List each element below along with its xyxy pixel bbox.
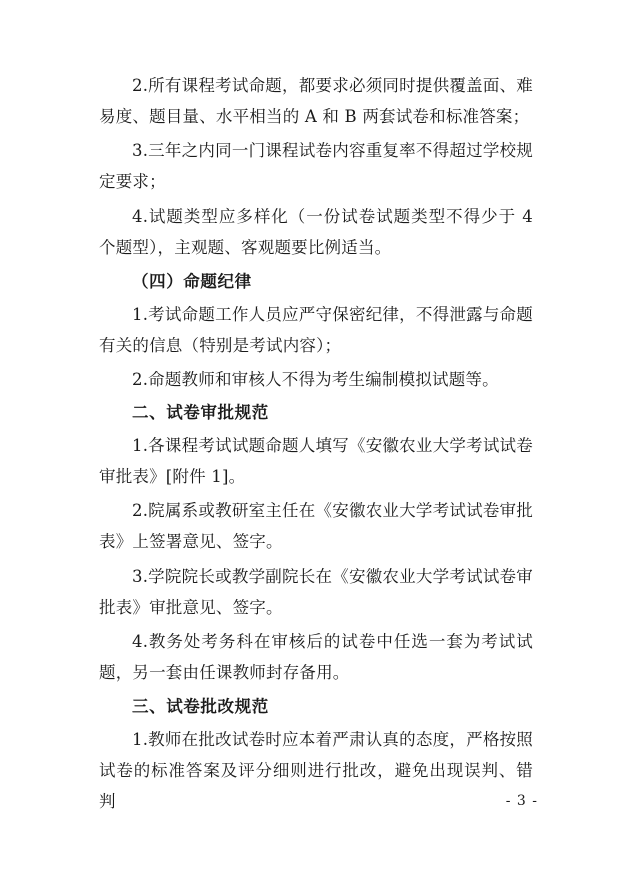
paragraph-grading-attitude: 1.教师在批改试卷时应本着严肃认真的态度，严格按照试卷的标准答案及评分细则进行批改，避免出现误判、错判 bbox=[99, 730, 533, 811]
paragraph-dept-signature: 2.院属系或教研室主任在《安徽农业大学考试试卷审批表》上签署意见、签字。 bbox=[99, 501, 533, 551]
paragraph-approval-form: 1.各课程考试试题命题人填写《安徽农业大学考试试卷审批表》[附件 1]。 bbox=[99, 436, 533, 486]
paragraph-confidentiality: 1.考试命题工作人员应严守保密纪律，不得泄露与命题有关的信息（特别是考试内容）； bbox=[99, 305, 533, 355]
paragraph-dean-signature: 3.学院院长或教学副院长在《安徽农业大学考试试卷审批表》审批意见、签字。 bbox=[99, 567, 533, 617]
paragraph-question-types: 4.试题类型应多样化（一份试卷试题类型不得少于 4 个题型），主观题、客观题要比例适当。 bbox=[99, 207, 533, 257]
heading-paper-approval: 二、试卷审批规范 bbox=[132, 403, 269, 422]
heading-proposition-discipline: （四）命题纪律 bbox=[132, 272, 252, 291]
page-number: - 3 - bbox=[505, 793, 538, 809]
paragraph-exam-ab-sets: 2.所有课程考试命题，都要求必须同时提供覆盖面、难易度、题目量、水平相当的 A 和 B 两套试卷和标准答案； bbox=[99, 76, 533, 126]
paragraph-repeat-rate: 3.三年之内同一门课程试卷内容重复率不得超过学校规定要求； bbox=[99, 141, 533, 191]
paragraph-no-mock-questions: 2.命题教师和审核人不得为考生编制模拟试题等。 bbox=[132, 370, 499, 389]
heading-paper-grading: 三、试卷批改规范 bbox=[132, 697, 269, 716]
paragraph-select-paper: 4.教务处考务科在审核后的试卷中任选一套为考试试题，另一套由任课教师封存备用。 bbox=[99, 632, 533, 682]
